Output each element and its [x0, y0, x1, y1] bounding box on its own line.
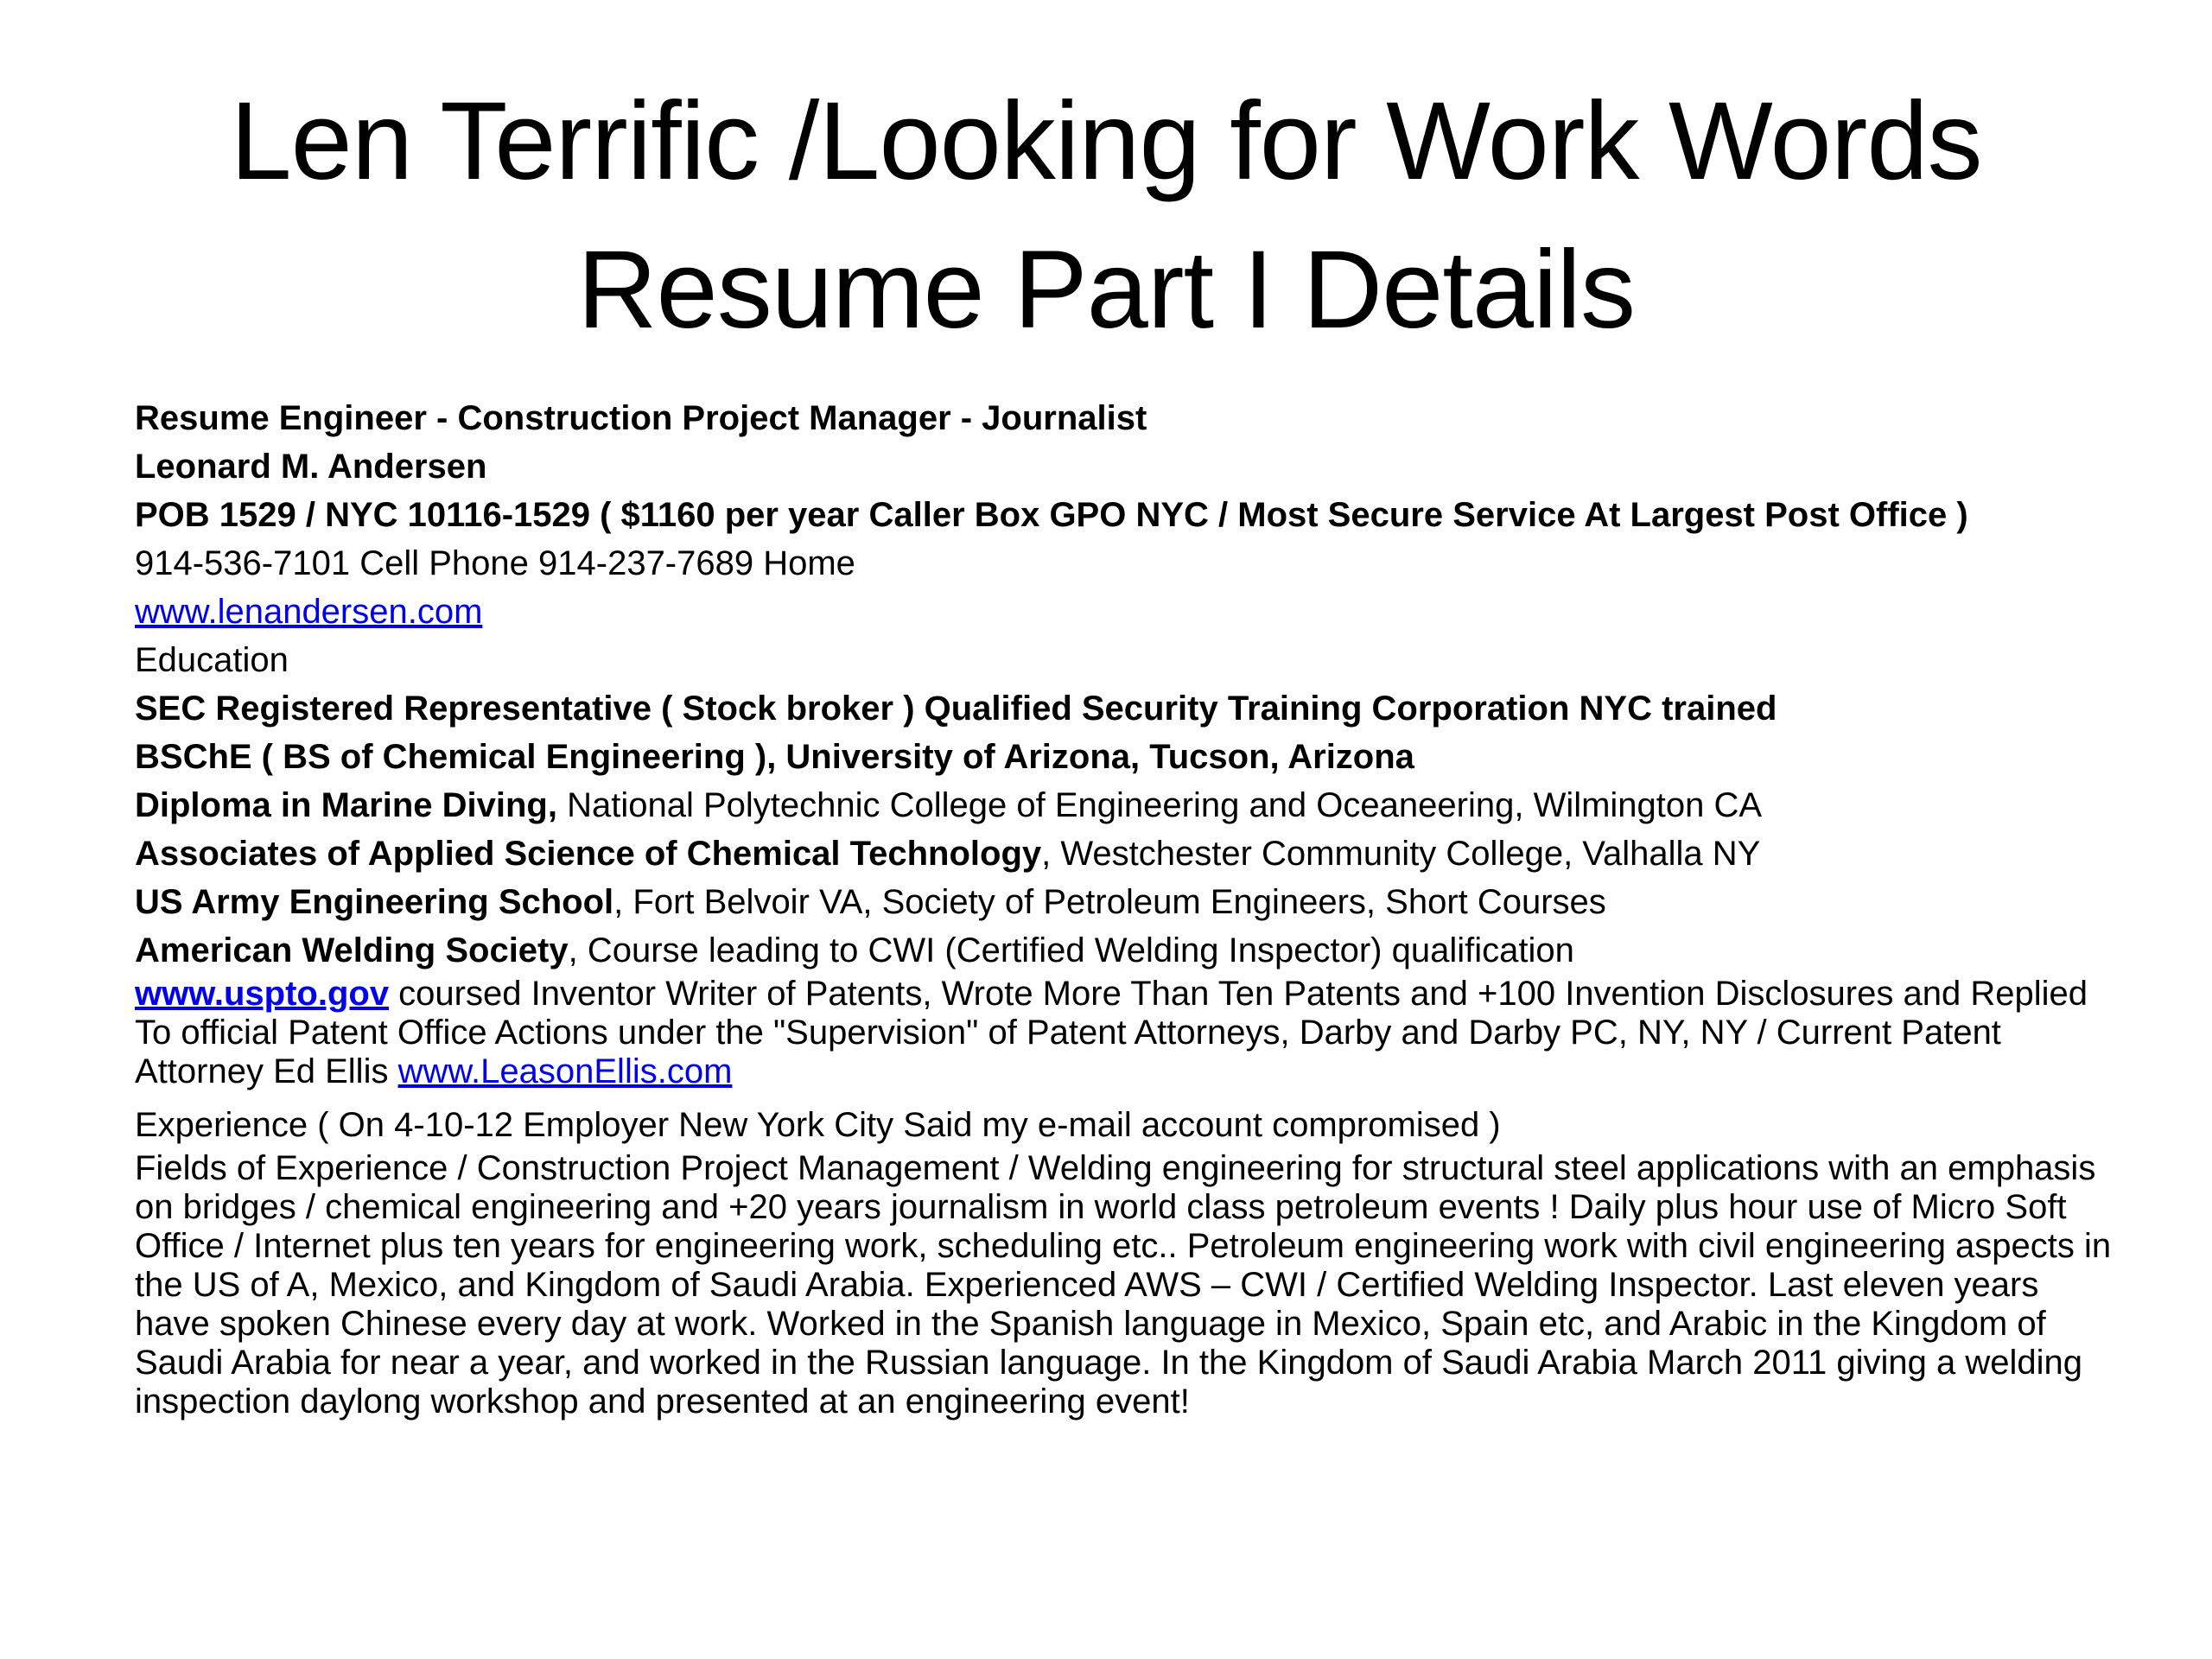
education-heading: Education — [135, 641, 289, 679]
diving-detail: National Polytechnic College of Engineering and Oceaneering, Wilmington CA — [556, 786, 1763, 824]
uspto-link[interactable]: www.uspto.gov — [135, 975, 390, 1013]
education-item-army — [135, 878, 2113, 926]
website-line — [135, 588, 2113, 636]
resume-body — [135, 394, 2113, 1431]
education-item-uspto — [135, 975, 2113, 1091]
experience-fields: Fields of Experience / Construction Project Management / Welding engineering for structural steel applications with an emphasis on bridges / chemical engineering and +20 years journalism in world class petroleum events ! Daily plus hour use of Micro Soft Office / Internet plus ten years for engineering work, scheduling etc.. Petroleum engineering work with civil engineering aspects in the US of A, Mexico, and Kingdom of Saudi Arabia. Experienced AWS – CWI / Certified Welding Inspector. Last eleven years have spoken Chinese every day at work. Worked in the Spanish language in Mexico, Spain etc, and Arabic in the Kingdom of Saudi Arabia for near a year, and worked in the Russian language. In the Kingdom of Saudi Arabia March 2011 giving a welding inspection daylong workshop and presented at an engineering event! — [135, 1149, 2112, 1421]
slide-title — [0, 67, 2212, 365]
aws-title: American Welding Society — [135, 931, 569, 969]
mailing-address: POB 1529 / NYC 10116-1529 ( $1160 per year Caller Box GPO NYC / Most Secure Service At Largest Post Office ) — [135, 496, 1968, 534]
phone-numbers: 914-536-7101 Cell Phone 914-237-7689 Home — [135, 544, 855, 582]
experience-heading: Experience ( On 4-10-12 Employer New York City Said my e-mail account compromised ) — [135, 1106, 1501, 1144]
army-detail: , Fort Belvoir VA, Society of Petroleum Engineers, Short Courses — [613, 883, 1606, 921]
education-item-bsche: BSChE ( BS of Chemical Engineering ), University of Arizona, Tucson, Arizona — [135, 738, 1414, 776]
diving-title: Diploma in Marine Diving, — [135, 786, 557, 824]
leason-ellis-link[interactable]: www.LeasonEllis.com — [397, 1052, 733, 1090]
resume-headline: Resume Engineer - Construction Project Manager - Journalist — [135, 399, 1147, 437]
website-link[interactable]: www.lenandersen.com — [135, 593, 483, 631]
education-item-diving — [135, 781, 2113, 830]
aws-detail: , Course leading to CWI (Certified Welding Inspector) qualification — [568, 931, 1574, 969]
education-item-sec: SEC Registered Representative ( Stock broker ) Qualified Security Training Corporation NYC trained — [135, 690, 1777, 728]
uspto-detail: coursed Inventor Writer of Patents, Wrote More Than Ten Patents and +100 Invention Disclosures and Replied To official Patent Office Actions under the "Supervision" of Patent Attorneys, Darby and Darby PC, NY, NY / Current Patent Attorney Ed Ellis — [135, 975, 2088, 1090]
army-title: US Army Engineering School — [135, 883, 614, 921]
education-item-associates — [135, 830, 2113, 878]
title-line-1: Len Terrific /Looking for Work Words — [230, 79, 1982, 203]
title-line-2: Resume Part I Details — [577, 228, 1635, 352]
education-item-aws — [135, 926, 2113, 975]
person-name: Leonard M. Andersen — [135, 448, 487, 486]
associates-title: Associates of Applied Science of Chemical Technology — [135, 835, 1042, 873]
associates-detail: , Westchester Community College, Valhalla NY — [1041, 835, 1761, 873]
